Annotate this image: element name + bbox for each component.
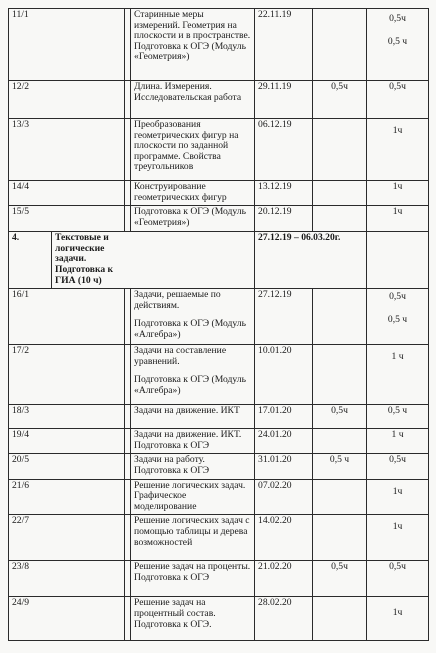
lesson-date: 27.12.19: [255, 289, 313, 345]
hours-value: 0,5ч: [389, 291, 406, 303]
hours-theory: [313, 479, 367, 515]
table-row: [9, 515, 429, 561]
hours-value: 1ч: [392, 521, 403, 533]
hours-practice: 0,5ч: [367, 561, 429, 597]
lesson-date: 10.01.20: [255, 345, 313, 405]
hours-theory: 0,5ч: [313, 405, 367, 429]
lesson-topic: Задачи на движение. ИКТ: [131, 405, 255, 429]
section-title: Текстовые и логические задачи. Подготовка к ГИА (10 ч): [52, 232, 255, 289]
lesson-number: 16/1: [9, 289, 125, 345]
lesson-topic: Подготовка к ОГЭ (Модуль «Геометрия»): [131, 206, 255, 232]
hours-theory: [313, 429, 367, 454]
lesson-number: 19/4: [9, 429, 125, 454]
hours-theory: [313, 345, 367, 405]
lesson-topic: Задачи на составление уравнений. Подготовка к ОГЭ (Модуль «Алгебра»): [131, 345, 255, 405]
lesson-number: 17/2: [9, 345, 125, 405]
lesson-date: 13.12.19: [255, 181, 313, 206]
lesson-topic: Длина. Измерения. Исследовательская работа: [131, 81, 255, 119]
table-row: [9, 81, 429, 119]
lesson-number: 20/5: [9, 454, 125, 479]
hours-practice: [367, 289, 429, 345]
hours-practice: 0,5ч: [367, 454, 429, 479]
hours-practice: [367, 479, 429, 515]
hours-theory: [313, 181, 367, 206]
section-row: [9, 232, 429, 289]
hours-practice: 0,5ч: [367, 81, 429, 119]
lesson-date: 28.02.20: [255, 597, 313, 641]
hours-theory: 0,5ч: [313, 81, 367, 119]
lesson-topic: Задачи на движение. ИКТ. Подготовка к ОГЭ: [131, 429, 255, 454]
hours-theory: 0,5 ч: [313, 454, 367, 479]
hours-value: 1ч: [392, 485, 403, 497]
lesson-number: 21/6: [9, 479, 125, 515]
hours-value: 1 ч: [391, 351, 404, 363]
table-row: [9, 429, 429, 454]
hours-practice: [367, 345, 429, 405]
hours-value: 0,5 ч: [387, 35, 408, 47]
hours-practice: [367, 9, 429, 81]
table-row: [9, 479, 429, 515]
table-row: [9, 119, 429, 181]
hours-theory: [313, 289, 367, 345]
table-row: [9, 206, 429, 232]
lesson-date: 17.01.20: [255, 405, 313, 429]
lesson-number: 14/4: [9, 181, 125, 206]
hours-practice: [367, 597, 429, 641]
section-number: 4.: [9, 232, 52, 289]
hours-practice: 1 ч: [367, 429, 429, 454]
lesson-number: 12/2: [9, 81, 125, 119]
lesson-date: 29.11.19: [255, 81, 313, 119]
lesson-date: 21.02.20: [255, 561, 313, 597]
lesson-plan-table: [8, 8, 429, 641]
lesson-date: 31.01.20: [255, 454, 313, 479]
hours-theory: [313, 206, 367, 232]
lesson-number: 11/1: [9, 9, 125, 81]
lesson-date: 07.02.20: [255, 479, 313, 515]
lesson-date: 22.11.19: [255, 9, 313, 81]
hours-theory: [313, 119, 367, 181]
lesson-date: 14.02.20: [255, 515, 313, 561]
lesson-topic: Решение задач на процентный состав. Подготовка к ОГЭ.: [131, 597, 255, 641]
hours-practice: 1ч: [367, 206, 429, 232]
hours-theory: [313, 597, 367, 641]
lesson-topic: Решение задач на проценты. Подготовка к ОГЭ: [131, 561, 255, 597]
table-row: [9, 561, 429, 597]
lesson-topic: Конструирование геометрических фигур: [131, 181, 255, 206]
hours-value: 0,5 ч: [387, 313, 408, 325]
table-row: [9, 597, 429, 641]
lesson-number: 23/8: [9, 561, 125, 597]
table-row: [9, 345, 429, 405]
hours-practice: 1ч: [367, 181, 429, 206]
lesson-number: 22/7: [9, 515, 125, 561]
lesson-topic: Преобразования геометрических фигур на плоскости по заданной программе. Свойства треугольников: [131, 119, 255, 181]
lesson-number: 15/5: [9, 206, 125, 232]
table-row: [9, 181, 429, 206]
hours-value: 1ч: [392, 125, 403, 136]
lesson-topic: Задачи на работу. Подготовка к ОГЭ: [131, 454, 255, 479]
lesson-number: 18/3: [9, 405, 125, 429]
lesson-topic: Задачи, решаемые по действиям. Подготовка к ОГЭ (Модуль «Алгебра»): [131, 289, 255, 345]
lesson-date: 06.12.19: [255, 119, 313, 181]
table-row: [9, 405, 429, 429]
table-row: [9, 9, 429, 81]
table-row: [9, 289, 429, 345]
table-row: [9, 454, 429, 479]
lesson-date: 20.12.19: [255, 206, 313, 232]
lesson-topic: Решение логических задач. Графическое моделирование: [131, 479, 255, 515]
section-dates: 27.12.19 – 06.03.20г.: [255, 232, 367, 289]
hours-theory: [313, 515, 367, 561]
hours-theory: 0,5ч: [313, 561, 367, 597]
hours-value: 1ч: [392, 607, 403, 619]
lesson-number: 13/3: [9, 119, 125, 181]
lesson-date: 24.01.20: [255, 429, 313, 454]
hours-practice: 0,5 ч: [367, 405, 429, 429]
lesson-topic: Старинные меры измерений. Геометрия на плоскости и в пространстве. Подготовка к ОГЭ (Модуль «Геометрия»): [131, 9, 255, 81]
lesson-topic: Решение логических задач с помощью таблицы и дерева возможностей: [131, 515, 255, 561]
hours-practice: [367, 119, 429, 181]
lesson-number: 24/9: [9, 597, 125, 641]
hours-theory: [313, 9, 367, 81]
hours-value: 0,5ч: [389, 13, 406, 24]
hours-practice: [367, 515, 429, 561]
